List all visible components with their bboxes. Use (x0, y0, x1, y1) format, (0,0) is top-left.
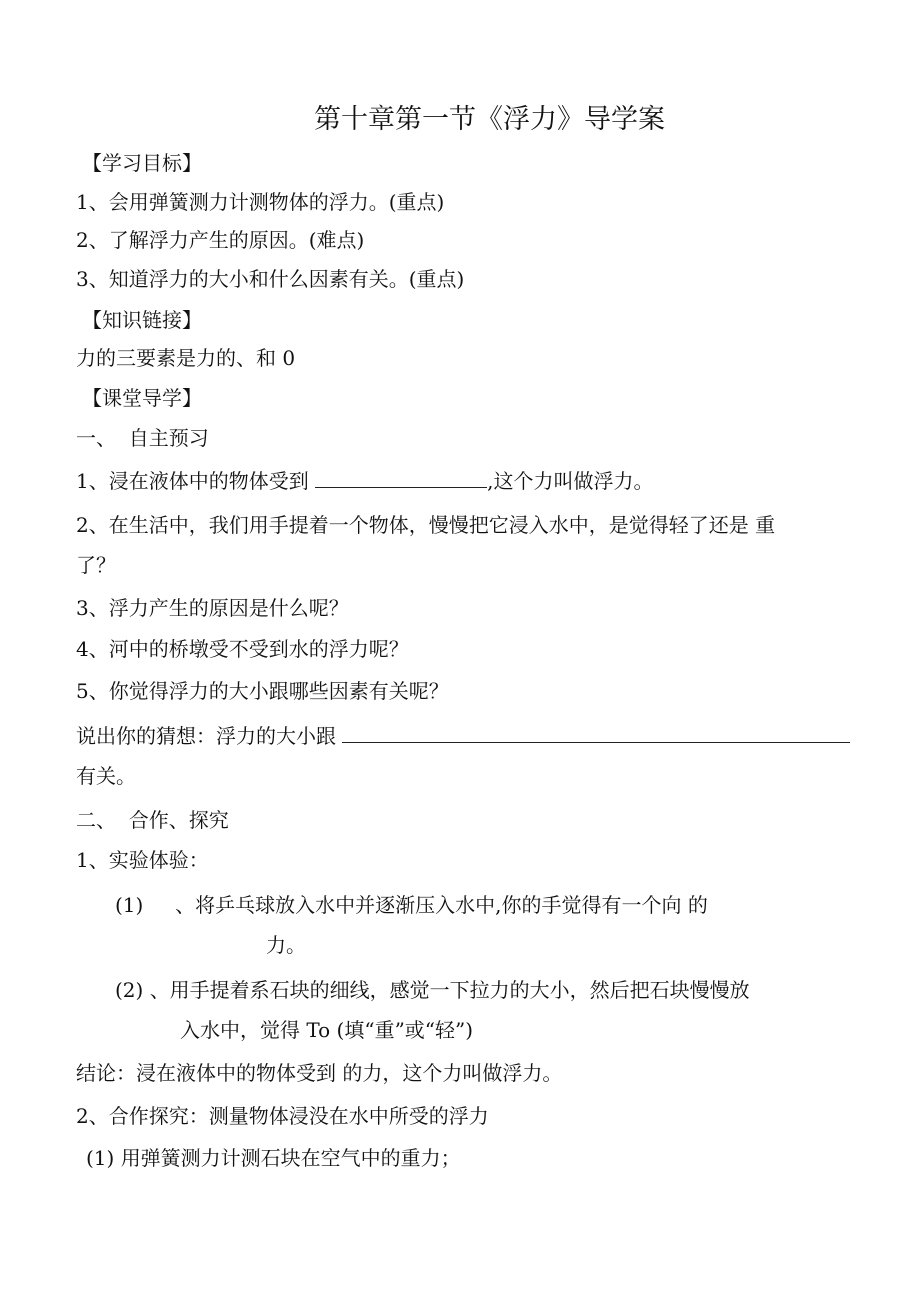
guess-blank[interactable] (342, 724, 850, 743)
question-1 (76, 468, 653, 494)
question-1-text-end: ,这个力叫做浮力。 (487, 469, 654, 493)
conclusion: 结论：浸在液体中的物体受到 的力，这个力叫做浮力。 (76, 1061, 563, 1085)
question-3: 3、浮力产生的原因是什么呢？ (76, 596, 349, 620)
link-text: 力的三要素是力的、和 0 (76, 346, 296, 370)
coop-step-1: (1) 用弹簧测力计测石块在空气中的重力； (86, 1146, 461, 1170)
experiment-2-cont: 入水中，觉得 To (填“重”或“轻”) (180, 1018, 474, 1042)
question-4: 4、河中的桥墩受不受到水的浮力呢？ (76, 637, 409, 661)
part1-heading: 一、 自主预习 (76, 426, 209, 450)
experiment-1: (1) 、将乒乓球放入水中并逐渐压入水中,你的手觉得有一个向 的 (115, 893, 708, 917)
class-heading: 【课堂导学】 (82, 386, 202, 410)
page-title: 第十章第一节《浮力》导学案 (314, 104, 665, 135)
guess-end: 有关。 (76, 764, 136, 788)
link-heading: 【知识链接】 (82, 308, 202, 332)
question-1-text: 1、浸在液体中的物体受到 (76, 469, 316, 493)
coop-heading: 2、合作探究：测量物体浸没在水中所受的浮力 (76, 1104, 489, 1128)
experiment-heading: 1、实验体验： (76, 848, 209, 872)
question-2: 2、在生活中，我们用手提着一个物体，慢慢把它浸入水中，是觉得轻了还是 重 (76, 513, 776, 537)
objective-item: 2、了解浮力产生的原因。(难点) (76, 228, 365, 252)
objective-item: 1、会用弹簧测力计测物体的浮力。(重点) (76, 190, 445, 214)
objectives-heading: 【学习目标】 (82, 151, 202, 175)
guess-text: 说出你的猜想：浮力的大小跟 (76, 724, 343, 748)
answer-blank[interactable] (315, 469, 487, 488)
experiment-1-cont: 力。 (266, 933, 306, 957)
experiment-2: (2) 、用手提着系石块的细线，感觉一下拉力的大小，然后把石块慢慢放 (115, 978, 750, 1002)
question-2-cont: 了？ (76, 553, 116, 577)
objective-item: 3、知道浮力的大小和什么因素有关。(重点) (76, 267, 465, 291)
question-5: 5、你觉得浮力的大小跟哪些因素有关呢？ (76, 679, 449, 703)
part2-heading: 二、 合作、探究 (76, 808, 229, 832)
guess-line (76, 723, 850, 749)
